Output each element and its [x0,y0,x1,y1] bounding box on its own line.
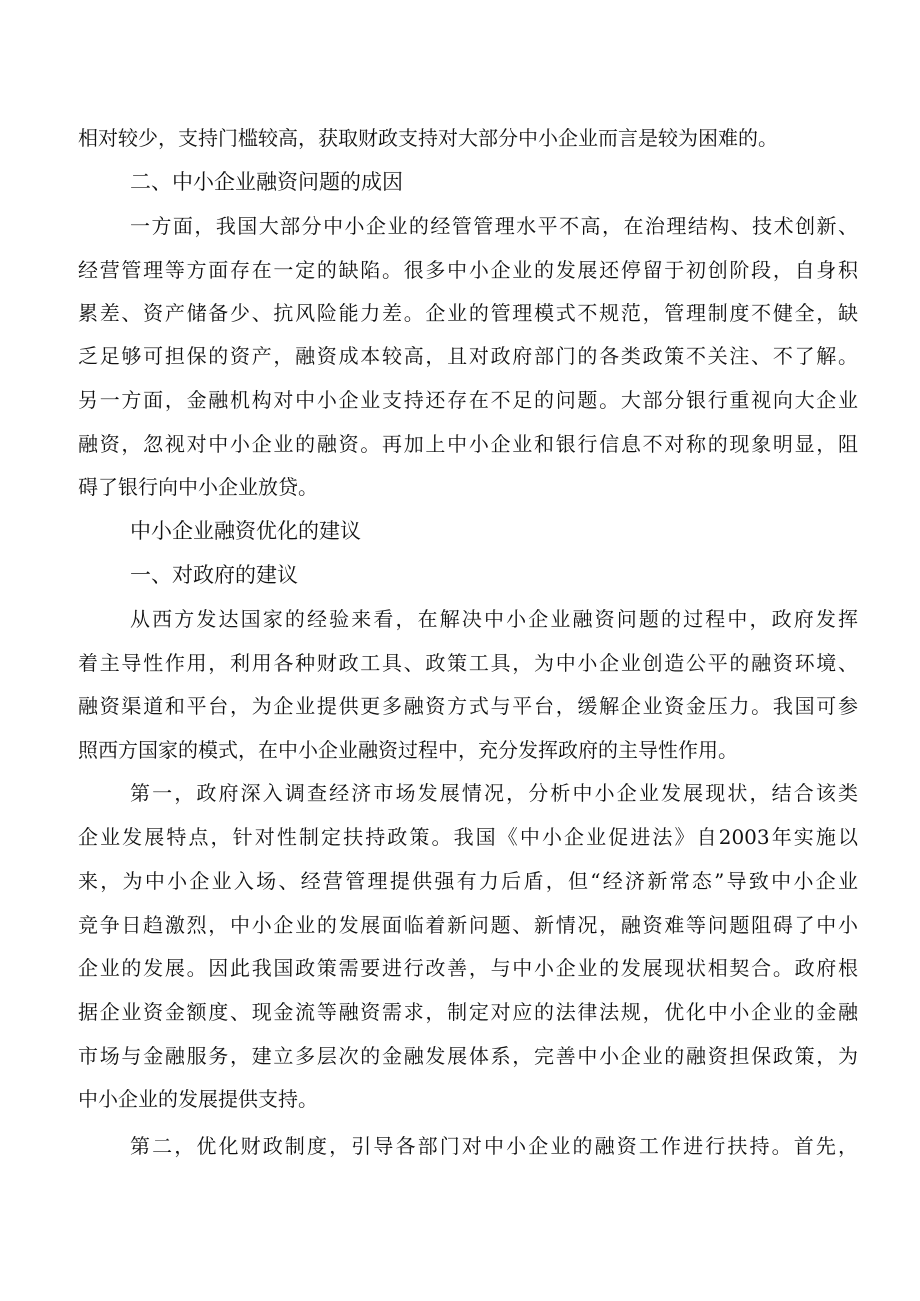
text-line: 中小企业的发展提供支持。 [78,1087,318,1111]
text-line: 另一方面，金融机构对中小企业支持还存在不足的问题。大部分银行重视向大企业 [78,388,858,412]
text-line: 照西方国家的模式，在中小企业融资过程中，充分发挥政府的主导性作用。 [78,738,738,762]
section-heading-causes: 二、中小企业融资问题的成因 [130,170,403,194]
text-line: 据企业资金额度、现金流等融资需求，制定对应的法律法规，优化中小企业的金融 [78,1000,858,1024]
text-line: 第二，优化财政制度，引导各部门对中小企业的融资工作进行扶持。首先， [130,1134,858,1158]
section-heading-suggestions: 中小企业融资优化的建议 [130,519,361,543]
text-line: 碍了银行向中小企业放贷。 [78,475,318,499]
text-line: 累差、资产储备少、抗风险能力差。企业的管理模式不规范，管理制度不健全，缺 [78,301,858,325]
text-line: 着主导性作用，利用各种财政工具、政策工具，为中小企业创造公平的融资环境、 [78,651,858,675]
text-line: 企业的发展。因此我国政策需要进行改善，与中小企业的发展现状相契合。政府根 [78,956,858,980]
text-line: 从西方发达国家的经验来看，在解决中小企业融资问题的过程中，政府发挥 [130,607,858,631]
text-line: 经营管理等方面存在一定的缺陷。很多中小企业的发展还停留于初创阶段，自身积 [78,258,858,282]
text-line: 一方面，我国大部分中小企业的经管管理水平不高，在治理结构、技术创新、 [130,214,858,238]
text-line: 融资渠道和平台，为企业提供更多融资方式与平台，缓解企业资金压力。我国可参 [78,694,858,718]
text-line: 企业发展特点，针对性制定扶持政策。我国《中小企业促进法》自2003年实施以 [78,825,858,849]
section-heading-government: 一、对政府的建议 [130,563,298,587]
text-line: 来，为中小企业入场、经营管理提供强有力后盾，但“经济新常态”导致中小企业 [78,869,858,893]
text-line: 市场与金融服务，建立多层次的金融发展体系，完善中小企业的融资担保政策，为 [78,1044,858,1068]
text-line: 第一，政府深入调查经济市场发展情况，分析中小企业发展现状，结合该类 [130,781,858,805]
text-line: 乏足够可担保的资产，融资成本较高，且对政府部门的各类政策不关注、不了解。 [78,344,858,368]
text-line: 融资，忽视对中小企业的融资。再加上中小企业和银行信息不对称的现象明显，阻 [78,432,858,456]
text-line: 相对较少，支持门槛较高，获取财政支持对大部分中小企业而言是较为困难的。 [78,126,778,150]
text-line: 竞争日趋激烈，中小企业的发展面临着新问题、新情况，融资难等问题阻碍了中小 [78,913,858,937]
